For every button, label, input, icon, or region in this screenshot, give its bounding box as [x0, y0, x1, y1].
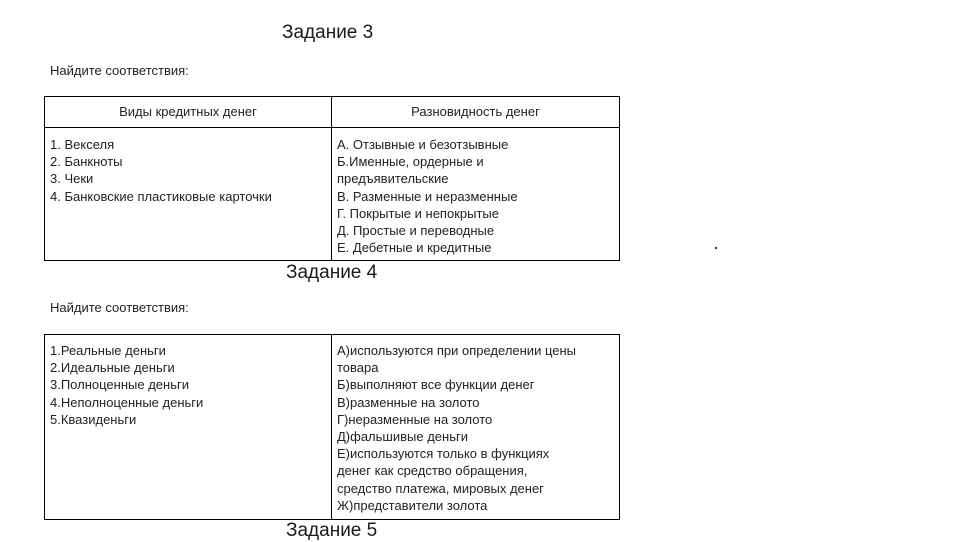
list-item: Б.Именные, ордерные и [337, 154, 484, 170]
list-item: Г)неразменные на золото [337, 411, 493, 427]
stray-dot [715, 247, 717, 249]
list-item: Ж)представители золота [337, 497, 488, 513]
list-item: предъявительские [337, 171, 449, 187]
task4-title: Задание 4 [286, 262, 378, 283]
column-header-credit-money-types: Виды кредитных денег [45, 97, 332, 128]
task4-matching-table [44, 334, 620, 520]
list-item: 3. Чеки [50, 171, 94, 187]
table-header-row [45, 97, 620, 128]
list-item: В)разменные на золото [337, 394, 480, 410]
column-header-money-varieties: Разновидность денег [332, 97, 620, 128]
list-item: 1. Векселя [50, 137, 115, 152]
list-item: средство платежа, мировых денег [337, 480, 544, 496]
list-item: В. Разменные и неразменные [337, 188, 518, 204]
task3-left-cell [45, 128, 332, 261]
list-item: товара [337, 360, 379, 376]
task4-left-cell [45, 335, 332, 520]
task4-right-cell [332, 335, 620, 520]
task5-title: Задание 5 [286, 520, 378, 541]
list-item: денег как средство обращения, [337, 463, 528, 479]
list-item: А)используются при определении цены [337, 343, 576, 358]
list-item: Д. Простые и переводные [337, 223, 495, 239]
list-item: 1.Реальные деньги [50, 343, 166, 358]
task3-right-cell [332, 128, 620, 261]
table-row [45, 335, 620, 520]
task3-matching-table [44, 96, 620, 261]
task3-title: Задание 3 [282, 22, 374, 43]
list-item: 2. Банкноты [50, 154, 123, 170]
list-item: Г. Покрытые и непокрытые [337, 205, 499, 221]
list-item: 3.Полноценные деньги [50, 377, 189, 393]
list-item: 4.Неполноценные деньги [50, 394, 204, 410]
task4-instruction: Найдите соответствия: [50, 300, 189, 315]
list-item: Д)фальшивые деньги [337, 429, 468, 445]
list-item: Е)используются только в функциях [337, 446, 550, 462]
list-item: А. Отзывные и безотзывные [337, 137, 509, 152]
list-item: 4. Банковские пластиковые карточки [50, 188, 272, 204]
task3-instruction: Найдите соответствия: [50, 63, 189, 78]
table-row [45, 128, 620, 261]
list-item: Б)выполняют все функции денег [337, 377, 535, 393]
list-item: 2.Идеальные деньги [50, 360, 175, 376]
list-item: 5.Квазиденьги [50, 411, 137, 427]
list-item: Е. Дебетные и кредитные [337, 240, 492, 256]
